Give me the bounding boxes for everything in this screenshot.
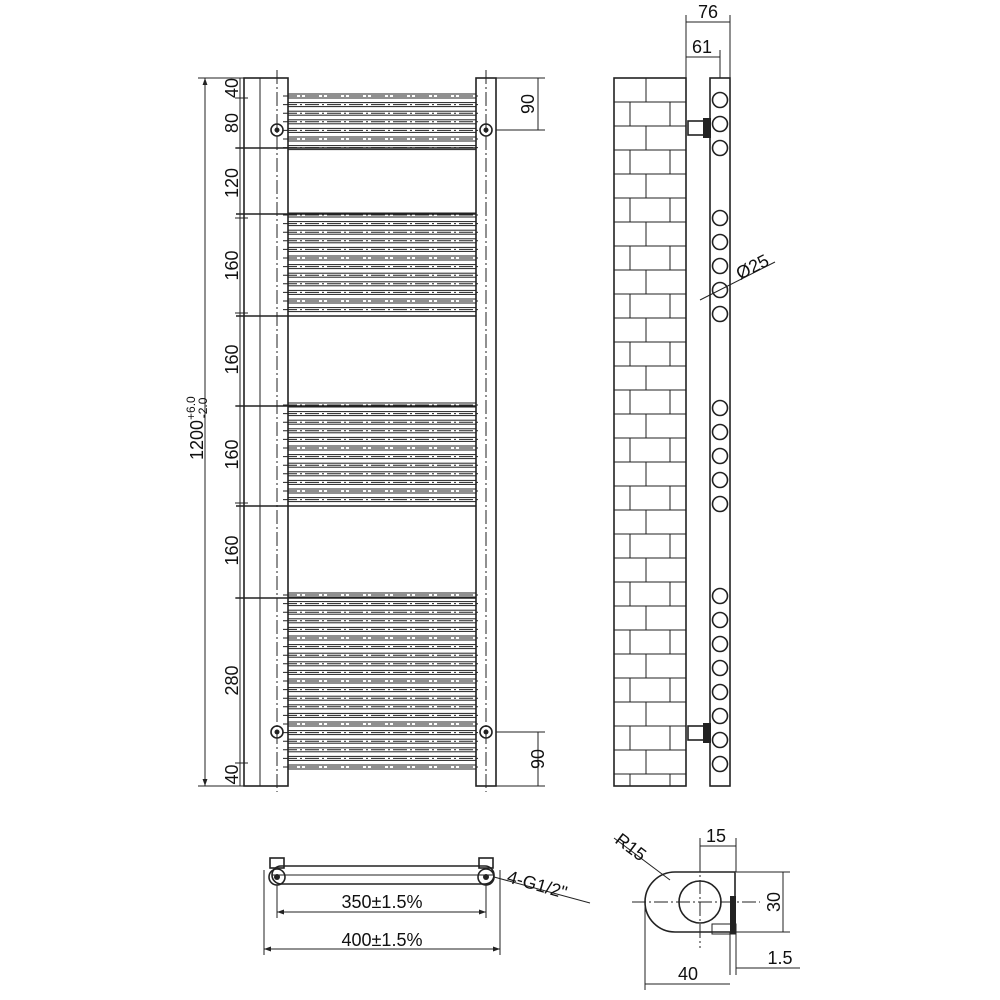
segment-dimension-label: 280 [222,665,242,696]
offset-label: 15 [705,826,727,846]
connections-label: 4-G1/2" [504,866,570,903]
svg-text:1200+6.0-2.0 [184,396,210,460]
bottom-bracket-offset-dimension [496,732,548,786]
horizontal-bars [236,94,480,769]
brick-wall [614,78,686,786]
height-label: 30 [764,891,784,913]
segment-dimension-label: 40 [222,77,242,99]
tube-section [713,733,728,748]
tube-section [713,307,728,322]
tube-section [713,117,728,132]
right-upright [476,70,496,792]
radiator-side-profile [710,78,730,786]
tube-diameter-label: Ø25 [732,250,773,284]
segment-dimension-label: 40 [222,764,242,785]
tube-section [713,211,728,226]
radius-callout [612,829,670,880]
segment-dimension-label: 160 [222,535,242,566]
bracket-detail [612,826,800,990]
tolerance-lower-label: -2.0 [196,397,210,419]
tube-section [713,425,728,440]
side-view [614,2,775,786]
tube-section [713,473,728,488]
top-offset-label: 90 [518,93,538,115]
centres-label: 350±1.5% [341,892,423,912]
bottom-view [264,858,590,955]
tube-section [713,757,728,772]
depth-inner-dimension [686,37,720,78]
tube-section [713,141,728,156]
depth-total-label: 76 [697,2,719,22]
segment-dimension-label: 160 [222,250,242,281]
offset-dimension [700,826,736,872]
depth-total-dimension [686,2,730,118]
tube-section [713,637,728,652]
width-label: 400±1.5% [341,930,423,950]
centres-dimension [277,885,486,918]
thickness-dimension [730,932,800,975]
radius-label: R15 [611,829,651,866]
depth-inner-label: 61 [691,37,713,57]
tube-section [713,685,728,700]
side-bracket-bottom [688,723,711,743]
tube-section [713,259,728,274]
tube-section [713,449,728,464]
tube-section [713,589,728,604]
tube-section [713,709,728,724]
top-bracket-offset-dimension [496,78,545,130]
thickness-label: 1.5 [767,948,793,968]
segment-dimension-label: 160 [222,344,242,375]
tube-section [713,613,728,628]
front-view [184,70,548,792]
side-bracket-top [688,118,711,138]
bottom-offset-label: 90 [528,748,548,770]
overall-height-label: 1200 [187,419,207,460]
segment-dimension-label: 120 [222,167,242,199]
length-dimension [645,905,730,990]
tube-section [713,661,728,676]
tolerance-upper-label: +6.0 [184,396,198,420]
tube-section [713,235,728,250]
tube-section [713,93,728,108]
tube-diameter-callout [700,250,775,300]
length-label: 40 [677,964,699,984]
valve-left [269,858,285,885]
segment-dimension-label: 160 [222,439,242,470]
tube-section [713,401,728,416]
left-upright [244,70,288,792]
segment-dimension-label: 80 [222,112,242,134]
tube-section [713,497,728,512]
